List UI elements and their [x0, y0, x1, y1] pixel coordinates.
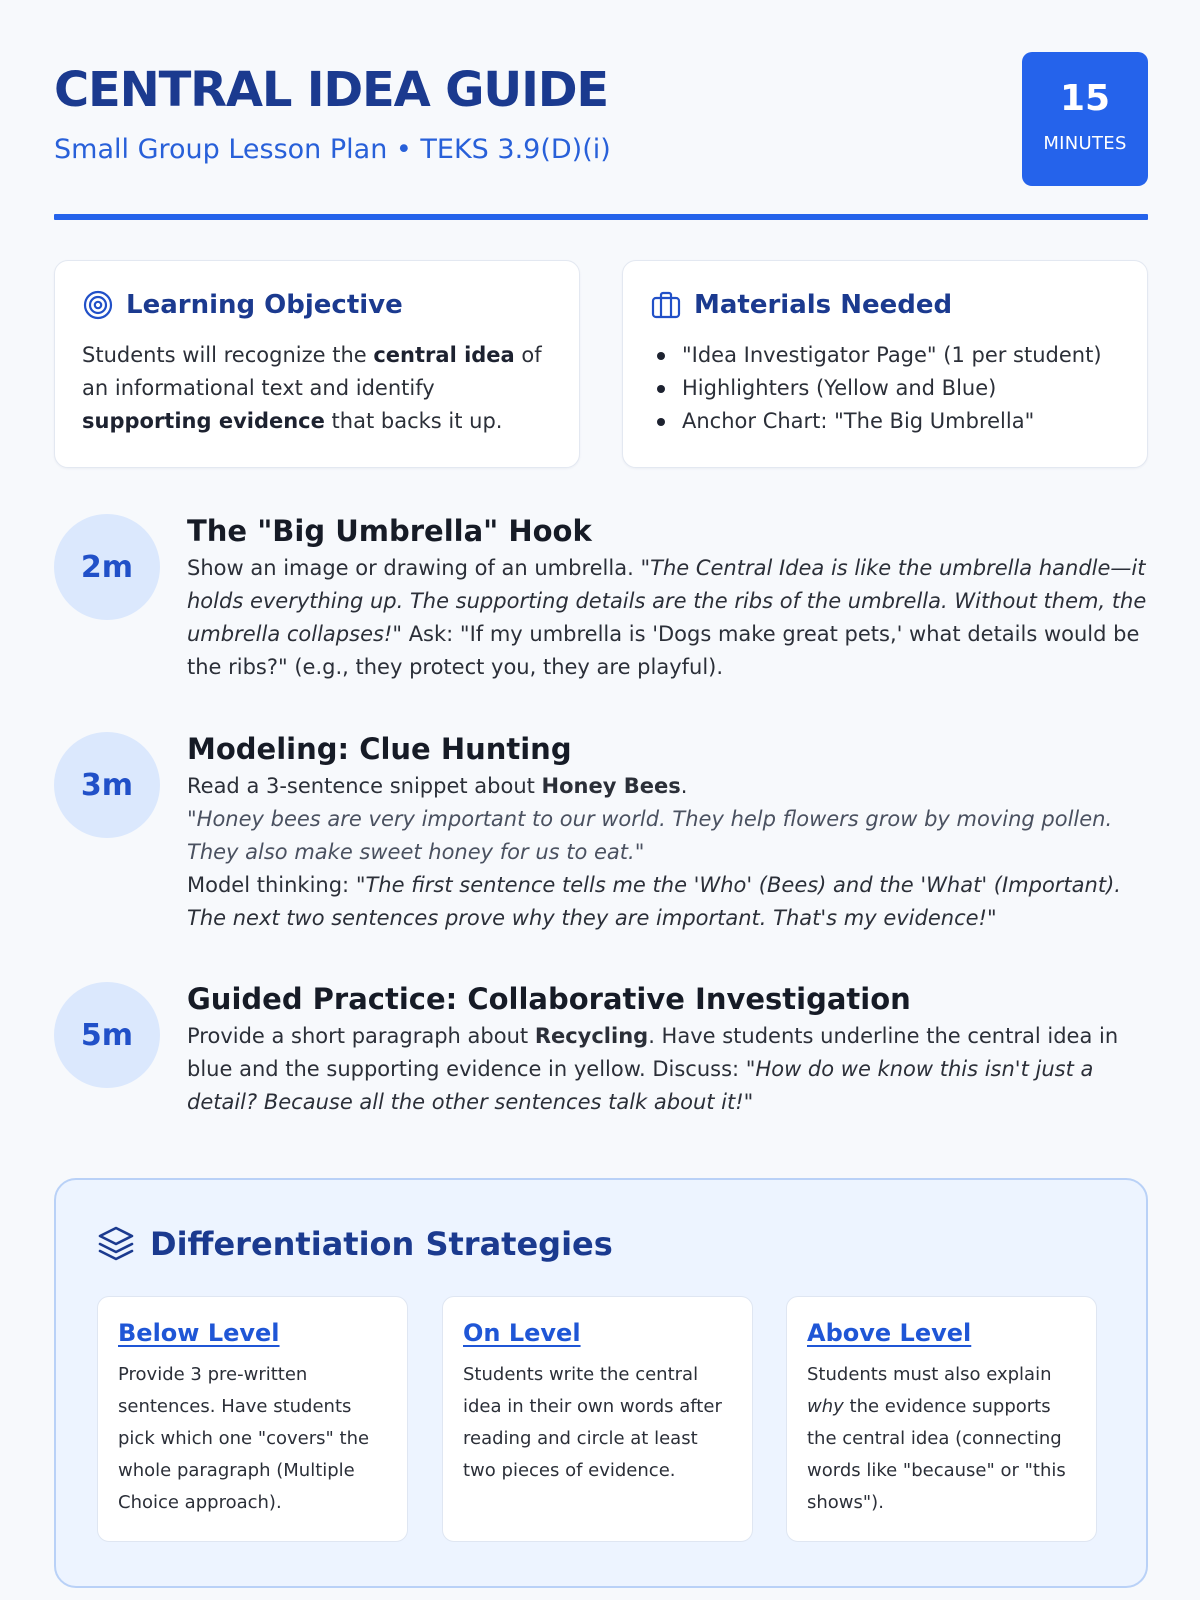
learning-objective-card: [54, 260, 580, 468]
materials-header: [650, 289, 952, 321]
step-quote: "How do we know this isn't just a detail? Because all the other sentences talk about it!": [187, 1057, 1094, 1114]
page-subtitle: Small Group Lesson Plan • TEKS 3.9(D)(i): [54, 134, 611, 165]
materials-item: Highlighters (Yellow and Blue): [650, 372, 1119, 405]
materials-title: Materials Needed: [694, 290, 953, 320]
header-divider: [54, 214, 1148, 220]
objective-keyword-supporting-evidence: supporting evidence: [82, 409, 325, 433]
step-text-part: . Have students underline the central idea in blue and the supporting evidence in yellow. Discuss:: [187, 1024, 1119, 1081]
step-description: [187, 1020, 1148, 1119]
step-description: [187, 770, 1148, 935]
step-time-badge: 3m: [54, 732, 160, 838]
step-description: [187, 552, 1148, 684]
step-text-part: Show an image or drawing of an umbrella.: [187, 556, 641, 580]
above-level-title: Above Level: [807, 1319, 972, 1347]
step-time-badge: 2m: [54, 514, 160, 620]
step-keyword: Recycling: [534, 1024, 649, 1048]
objective-text-part: that backs it up.: [324, 409, 503, 433]
above-level-text-part: Students must also explain: [807, 1364, 1052, 1385]
step-title: Modeling: Clue Hunting: [187, 732, 572, 766]
briefcase-icon: [650, 289, 682, 321]
overview-cards: [54, 260, 1148, 468]
above-level-text: [807, 1359, 1076, 1519]
step-content: [187, 730, 1148, 935]
learning-objective-header: [82, 289, 403, 321]
step-content: [187, 512, 1148, 684]
above-level-text-part: the evidence supports the central idea (connecting words like "because" or "this shows").: [807, 1396, 1066, 1513]
step-title: The "Big Umbrella" Hook: [187, 514, 592, 548]
differentiation-header: [96, 1224, 613, 1264]
step-quote: "The first sentence tells me the 'Who' (Bees) and the 'What' (Important). The next two sentences prove why they are important. That's my evidence!": [187, 873, 1121, 930]
duration-unit: MINUTES: [1043, 133, 1127, 154]
learning-objective-title: Learning Objective: [126, 290, 403, 320]
step-time-badge: 5m: [54, 982, 160, 1088]
step-text-part: .: [680, 774, 688, 798]
materials-list: [650, 339, 1119, 438]
step-snippet-quote: "Honey bees are very important to our world. They help flowers grow by moving pollen. They also make sweet honey for us to eat.": [187, 807, 1113, 864]
above-level-card: [786, 1296, 1097, 1542]
step-content: [187, 980, 1148, 1119]
step-keyword: Honey Bees: [541, 774, 681, 798]
materials-item: "Idea Investigator Page" (1 per student): [650, 339, 1119, 372]
objective-text-part: of an informational text and identify: [82, 343, 542, 400]
lesson-plan-page: [54, 52, 1148, 1513]
learning-objective-text: [82, 339, 551, 438]
objective-text-part: Students will recognize the: [82, 343, 374, 367]
page-title: CENTRAL IDEA GUIDE: [54, 62, 608, 118]
differentiation-title: Differentiation Strategies: [150, 1225, 613, 1263]
duration-value: 15: [1059, 78, 1111, 119]
step-text-part: Read a 3-sentence snippet about: [187, 774, 542, 798]
step-text-part: Ask: "If my umbrella is 'Dogs make great pets,' what details would be the ribs?" (e.g., they protect you, they are playful).: [187, 622, 1140, 679]
duration-badge: [1022, 52, 1148, 186]
objective-keyword-central-idea: central idea: [373, 343, 515, 367]
header: [54, 52, 1148, 216]
on-level-card: [442, 1296, 753, 1542]
step-text-part: Model thinking:: [187, 873, 356, 897]
step-text-part: Provide a short paragraph about: [187, 1024, 535, 1048]
step-quote: "The Central Idea is like the umbrella handle—it holds everything up. The supporting details are the ribs of the umbrella. Without them, the umbrella collapses!": [187, 556, 1147, 646]
on-level-title: On Level: [463, 1319, 581, 1347]
materials-card: [622, 260, 1148, 468]
materials-body: [650, 339, 1119, 438]
differentiation-section: [54, 1178, 1148, 1588]
below-level-text: Provide 3 pre-written sentences. Have students pick which one "covers" the whole paragraph (Multiple Choice approach).: [118, 1364, 370, 1513]
layers-icon: [96, 1224, 136, 1264]
on-level-text: Students write the central idea in their own words after reading and circle at least two pieces of evidence.: [463, 1364, 722, 1481]
step-title: Guided Practice: Collaborative Investigation: [187, 982, 911, 1016]
below-level-card: [97, 1296, 408, 1542]
above-level-emphasis: why: [807, 1396, 844, 1417]
below-level-title: Below Level: [118, 1319, 280, 1347]
materials-item: Anchor Chart: "The Big Umbrella": [650, 405, 1119, 438]
target-icon: [82, 289, 114, 321]
